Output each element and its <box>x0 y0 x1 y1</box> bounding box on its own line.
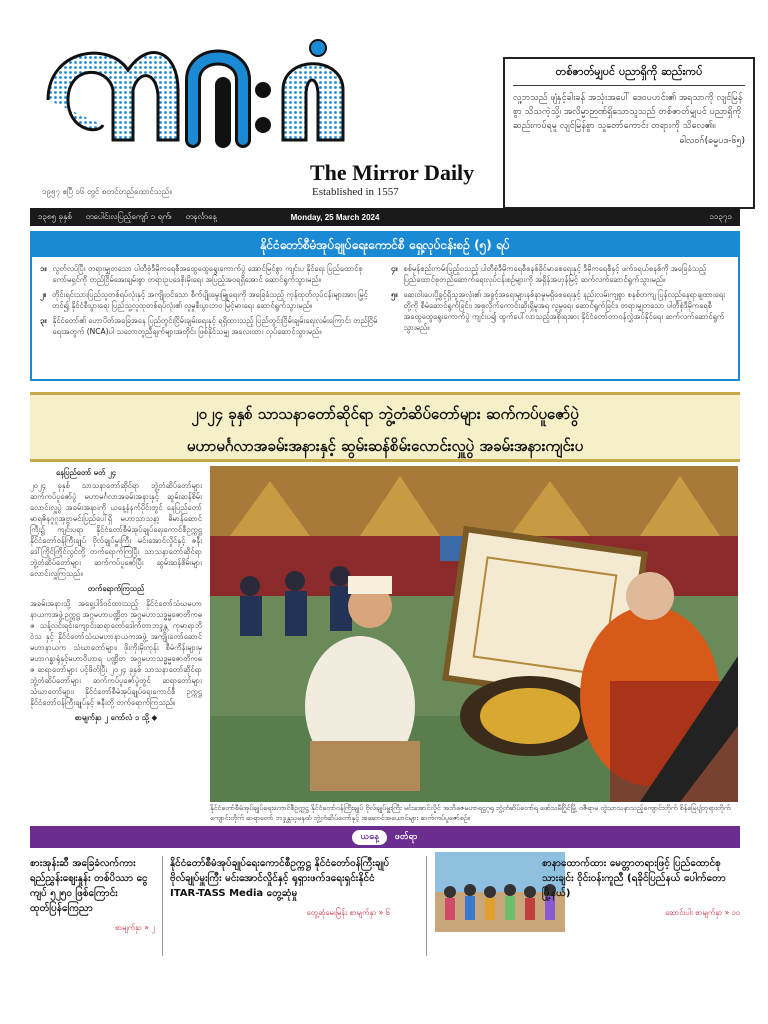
founding-note: ၁၉၅၇ ဧပြီ ၁၆ တွင် စတင်တည်ထောင်သည်။ <box>42 187 172 196</box>
headline-line-1: ၂၀၂၄ ခုနှစ် သာသနာတော်ဆိုင်ရာ ဘွဲ့တံဆိပ်တော်များ ဆက်ကပ်ပူဇော်ပွဲ <box>191 405 579 423</box>
article-paragraph: ၂၀၂၄ ခုနှစ် သာသနာတော်ဆိုင်ရာ ဘွဲ့တံဆိပ်တော်များ ဆက်ကပ်ပူဇော်ပွဲ မဟာမင်္ဂလာအခမ်းအနားနှင့် ဆွမ်းဆန်စိမ်းလောင်းလှူပွဲ အခမ်းအနားကို ယနေ့နံနက်ပိုင်းတွင် နေပြည်တော် မာရဇိနဂူဂူအုဗ္ဗာမင်းပြည်ပေါ်ရှိ မဟာသာသနာ့ ဓိမာန်ဆောင်ကြီး၌ ကျင်းပရာ နိုင်ငံတော်စီမံအုပ်ချုပ်ရေးကောင်စီဥက္ကဋ္ဌ နိုင်ငံတော်ဝန်ကြီးချုပ် ဗိုလ်ချုပ်မှူးကြီး မင်းအောင်လှိုင်နှင့် ဇနီး ဒေါ်ကြိုင်ကြိုင်လွင်တို့ တက်ရောက်ကြပြီး သာသနာတော်ဆိုင်ရာ ဘွဲ့တံဆိပ်တော်များ ဆက်ကပ်ပူဇော်ပြီး ဆွမ်းဆန်စိမ်းများ လောင်းလှူကြသည်။ <box>30 481 202 578</box>
myanmar-year: ၁၃၈၅ ခုနှစ် <box>38 212 72 221</box>
lead-article <box>30 467 202 819</box>
quote-body: လူ့ဘသည် ဖျံနှင့်ခါးခန် အသုံးအပေါ် ဒေဝပဟင်း၏ အရသာကို လျင်မြန်စွာ သိသကဲ့သို့၊ အလိမ္မာဉာဏ်ရှိသောသူသည် တစ်ဇာတ်မျှပင် ပညာရှိကို ဆည်းကပ်ရမူ လျင်မြန်စွာ သူတော်ကောင်း တရားကို သိလေ၏။ <box>513 93 743 131</box>
objective-item: ၁။ လွတ်လပ်ပြီး တရားမျှတသော ပါတီစုံဒီမိုကရေစီအထွေထွေရွေးကောက်ပွဲ အောင်မြင်စွာ ကျင်းပ နိုင်ရေး ပြည်ထောင်စုကော်မရှင်ကို တည်ငြိမ်အေးချမ်းစွာ တရားဥပဒေစိုးမိုးရေး အပြည့်အဝရရှိအောင် ဆောင်ရွက်သွားမည်။ <box>40 264 363 284</box>
continued-note: စာမျက်နှာ ၂ ကော်လံ ၁ သို့ ◆ <box>74 713 158 722</box>
quote-source: ဓါလဝဂ်(ဓမ္မပဒ-၆၅) <box>679 136 745 146</box>
divider <box>426 856 427 956</box>
objective-item: ၄။ စစ်မှန်စည်းကမ်းပြည့်ဝသည့် ပါတီစုံဒီမိုကရေစီစနစ်ခိုင်မာစေရေးနှင့် ဒီမိုကရေစီနှင့် ဖက်ဒရယ်စနစ်ကို အခြေခံသည့် ပြည်ထောင်စုတည်ဆောက်ရေးလုပ်ငန်းစဉ်များကို အရှိန်အဟုန်မြင့် ဆက်လက်ဆောင်ရွက်သွားမည်။ <box>391 264 707 284</box>
established-note: Established in 1557 <box>312 186 399 198</box>
issue-number: ၁၁၃၇၁ <box>709 212 732 221</box>
contents-label: ဖတ်ရာ <box>394 831 418 842</box>
english-title: The Mirror Daily <box>310 160 475 185</box>
teaser-page-ref[interactable]: စာမျက်နှာ » ၂ <box>114 923 155 932</box>
teaser-item[interactable]: စာနာထောက်ထား မေတ္တာတရားဖြင့် ပြည်ထောင်စုသားချင်း ဝိုင်းဝန်းကူညီ (ရခိုင်ပြည်နယ် ပေါက်တောမြို့နယ်) ဆောင်းပါး စာမျက်နှာ » ၁၀ <box>542 856 740 920</box>
weekday: တနင်္လာနေ့ <box>185 212 217 221</box>
newspaper-logo <box>28 30 358 160</box>
article-subhead: တက်ရောက်ကြသည် <box>87 584 145 593</box>
myanmar-month: တပေါင်းလပြည့်ကျော် ၁ ရက်၊ <box>85 212 172 221</box>
objective-item: ၂။ တိုင်းရင်းသားပြည်သူတစ်ရပ်လုံးနှင့် အကျိုးဝင်သော စီက်ပျိုးမွေးမြူရေးကို အခြေခံသည့် ကုန်ထုတ်လုပ်ငန်းများအား မြှင့်တင်၍ နိုင်ငံစီးပွားရေး ပြည်သူ့လူထုတစ်ရပ်လုံး၏ လူမှုစီးပွားဘဝ မြင့်မားရေး ဆောင်ရွက်သွားမည်။ <box>40 290 368 310</box>
objective-item: ၅။ ဆေးဝါးပေးပို့ခွင့်ရှိသူအလုံး၏ အခွင့်အရေးများနစ်နာမှုမရှိစေရေးနှင့် နည်းလမ်းကျစွာ စနစ်တကျ ပြန်လည်နေရာချထားရေးတို့ကို စီမံဆောင်ရွက်ခြင်း၊ အစုလိုက်ကောင်းဆိုးရှိမူအရ လူမှုရေး ဆောင်ရွက်ခြင်း၊ တရားမျှတသော ပါတီစုံဒီမိုကရေစီ အထွေထွေရွေးကောက်ပွဲ ကျင်းပ၍ ထွက်ပေါ်လာသည့်အစိုးရအား နိုင်ငံတော်တာဝန်လွှဲအပ်နိုင်ရေး ဆက်လက်ဆောင်ရွက်သွားမည်။ <box>391 290 725 332</box>
article-dateline: နေပြည်တော် မတ် ၂၄ <box>56 468 116 477</box>
objectives-box <box>30 231 740 381</box>
quote-title: တစ်ဇာတ်မျှပင် ပညာရှိကို ဆည်းကပ် <box>513 65 745 86</box>
main-photo <box>210 466 738 802</box>
ceremony-photo <box>210 466 738 802</box>
photo-caption: နိုင်ငံတော်စီမံအုပ်ချုပ်ရေးကောင်စီဥက္ကဋ္ဌ နိုင်ငံတော်ဝန်ကြီးချုပ် ဗိုလ်ချုပ်မှူးကြီး မင်းအောင်လှိုင် အဘိဓဇမဟာရဋ္ဌဂုရု ဘွဲ့တံဆိပ်တော်ရ ဖော်သမီဂြိုင်မြို့ ဝဇီရာမ တွဲသာသနာသည့်ကျောင်းတိုက် စိန်မြေပျံဘုရားတိုက်ကျောင်းတိုက် ဆရာတော် ဘဒ္ဒန္တသုမနထံ ဘွဲ့တံဆိပ်တော်နှင့် အဆောင်အယောင်များ ဆက်ကပ်ပူဇော်စဉ်။ <box>210 804 731 822</box>
dateline-bar <box>30 208 740 226</box>
dhamma-quote-box <box>503 57 755 209</box>
teaser-page-ref[interactable]: ဆောင်းပါး စာမျက်နှာ » ၁၀ <box>665 908 740 917</box>
english-date: Monday, 25 March 2024 <box>290 212 380 222</box>
objectives-heading: နိုင်ငံတော်စီမံအုပ်ချုပ်ရေးကောင်စီ ရှေ့လုပ်ငန်းစဉ် (၅) ရပ် <box>32 233 738 257</box>
teaser-section <box>30 852 740 1012</box>
objectives-left-column <box>40 263 379 341</box>
contents-bar <box>30 826 740 848</box>
article-paragraph: အခမ်းအနားသို့ အရှေ့ပါဒ်ဝင်ထားသည့် နိုင်ငံတော်သံဃမဟာနာယကအဖွဲ့ဥက္ကဋ္ဌ အဂ္ဂမဟာပဏ္ဍိတ အဂ္ဂမဟာသဒ္ဓမ္မဇောတိကဓဇ သန့်လင်းရင်းကျောင်းဆရာတော်ဒေါက်တာဘဒ္ဒန္တ ကုမာရာဘိဝံသ နှင့် နိုင်ငံတော်သံဃမဟာနာယကအဖွဲ့ အကျိုးတော်ဆောင် မဟာနာယက သံဃာတော်များ၊ ဖိုးကိုးမိုးကုန်း စီမံကိန်းများမှ မဟာဂန္ဓာရုံနှင့်မဟာဝိဟာရ ပဏ္ဍိတ အဂ္ဂမဟာသဒ္ဓမ္မဇောတိကဓဇ ဆရာတော်များ ပင့်ဖိတ်ပြီး ၂၀၂၄ ခုနှစ် သာသနာတော်ဆိုင်ရာ ဘွဲ့တံဆိပ်တော်များ ဆက်ကပ်ပူဇော်ပွဲတွင် ဆရာတော်များ သံဃာတော်များ၊ နိုင်ငံတော်စီမံအုပ်ချုပ်ရေးကောင်စီ ဥက္ကဋ္ဌ နိုင်ငံတော်ဝန်ကြီးချုပ်နှင့် ဇနီးတို့ တက်ရောက်ကြသည်။ <box>30 599 202 707</box>
teaser-page-ref[interactable]: တွေ့ဆုံမေးမြန်း စာမျက်နှာ » ၆ <box>306 908 390 917</box>
objectives-right-column <box>391 263 730 341</box>
teaser-item[interactable]: စားအုန်းဆီ အခြေခံလက်ကား ရည်ညွှန်းဈေးနှုန်း တစ်ပိဿာ ငွေကျပ် ၅၂၅၀ ဖြစ်ကြောင်း ထုတ်ပြန်ကြေညာ စာမျက်နှာ » ၂ <box>30 856 155 935</box>
divider <box>162 856 163 956</box>
headline-line-2: မဟာမင်္ဂလာအခမ်းအနားနှင့် ဆွမ်းဆန်စိမ်းလောင်းလှူပွဲ အခမ်းအနားကျင်းပ <box>186 437 584 455</box>
objective-item: ၃။ နိုင်ငံတော်၏ ဟောပိတ်အခြေအနေ ပြည်တွင်းငြိမ်းချမ်းရေးနှင့် ရရှိထားသည့် ပြည်တွင်းငြိမ်းချမ်းရေးလမ်းကြောင်း တည်ငြိမ်ရေးအတွက် (NCA)ပါ သဘောတူညီချက်များအတိုင်း ဖြစ်နိုင်သမျှ အလေးထား လုပ်ဆောင်သွားမည်။ <box>40 316 378 336</box>
today-badge: ယနေ့ <box>352 830 386 845</box>
main-headline <box>30 392 740 462</box>
teaser-item[interactable]: နိုင်ငံတော်စီမံအုပ်ချုပ်ရေးကောင်စီဥက္ကဋ္ဌ နိုင်ငံတော်ဝန်ကြီးချုပ် ဗိုလ်ချုပ်မှူးကြီး မင်းအောင်လှိုင်နှင့် ရုရှားဖက်ဒရေးရှင်းနိုင်ငံ ITAR-TASS Media တွေ့ဆုံမှု တွေ့ဆုံမေးမြန်း စာမျက်နှာ » ၆ <box>170 856 390 920</box>
